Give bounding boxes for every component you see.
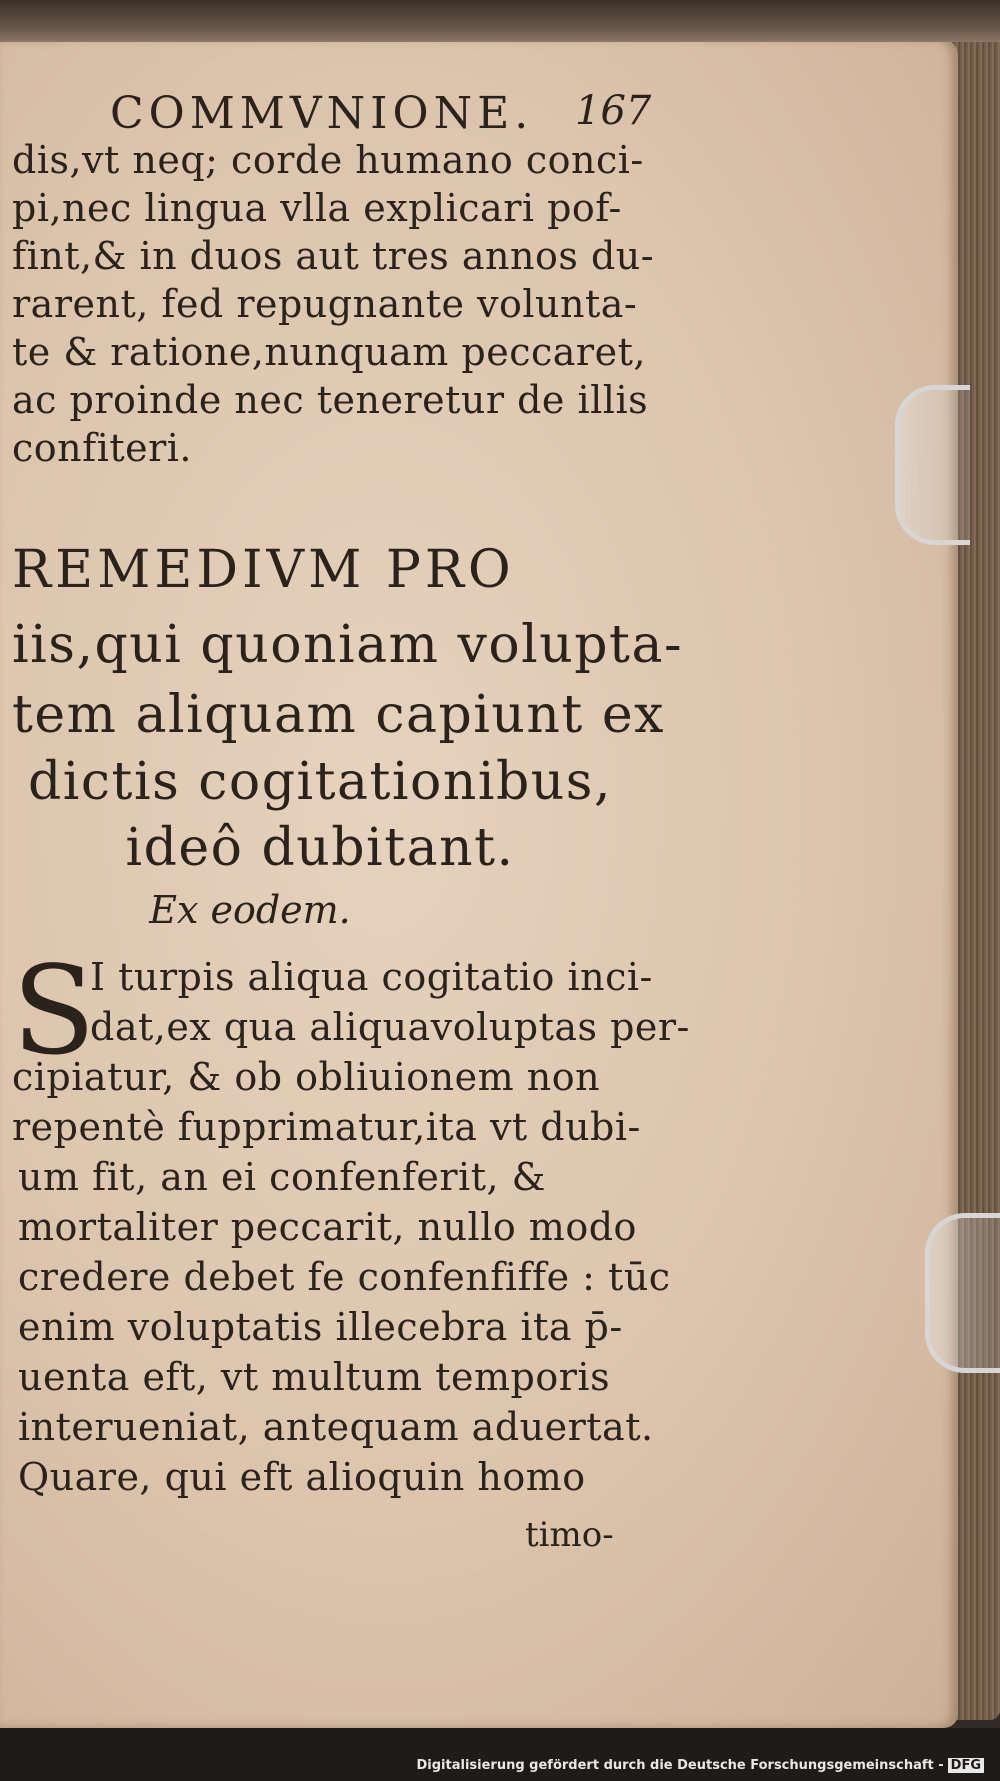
section-heading-line: iis,qui quoniam volupta- [12, 615, 684, 675]
running-title: COMMVNIONE. [110, 88, 534, 139]
section-heading-line: tem aliquam capiunt ex [12, 685, 665, 745]
body-line: uenta eft, vt multum temporis [18, 1355, 611, 1399]
body-line: mortaliter peccarit, nullo modo [18, 1205, 637, 1249]
credit-text: Digitalisierung gefördert durch die Deutsche Forschungsgemeinschaft - [416, 1758, 944, 1773]
page-clip-upper [895, 385, 970, 545]
body-line: um fit, an ei confenferit, & [18, 1155, 546, 1199]
source-note: Ex eodem. [149, 888, 351, 932]
body-line: te & ratione,nunquam peccaret, [12, 330, 646, 374]
section-heading: REMEDIVM PRO [12, 540, 515, 600]
body-line: interueniat, antequam aduertat. [18, 1405, 654, 1449]
body-line: confiteri. [12, 426, 193, 470]
section-heading-line: ideô dubitant. [125, 818, 515, 878]
catchword: timo- [525, 1515, 614, 1555]
body-line: dis,vt neq; corde humano conci- [12, 138, 644, 182]
body-line: credere debet fe confenfiffe : tūc [18, 1255, 671, 1299]
body-line: cipiatur, & ob obliuionem non [12, 1055, 601, 1099]
body-line: fint,& in duos aut tres annos du- [12, 234, 655, 278]
body-line: rarent, fed repugnante volunta- [12, 282, 638, 326]
body-line: dat,ex qua aliquavoluptas per- [90, 1005, 690, 1049]
body-line: ac proinde nec teneretur de illis [12, 378, 649, 422]
page-clip-lower [925, 1213, 1000, 1373]
body-line: I turpis aliqua cogitatio inci- [90, 955, 653, 999]
body-line: Quare, qui eft alioquin homo [18, 1455, 586, 1499]
body-line: pi,nec lingua vlla explicari pof- [12, 186, 622, 230]
body-line: repentè fupprimatur,ita vt dubi- [12, 1105, 641, 1149]
digitization-credit [417, 1758, 985, 1773]
page-number: 167 [575, 88, 652, 134]
drop-cap: S [12, 940, 96, 1082]
section-heading-line: dictis cogitationibus, [28, 752, 612, 812]
top-page-edge [0, 0, 1000, 42]
bottom-band [0, 1728, 1000, 1781]
dfg-logo: DFG [948, 1758, 984, 1773]
body-line: enim voluptatis illecebra ita p̄- [18, 1305, 623, 1349]
